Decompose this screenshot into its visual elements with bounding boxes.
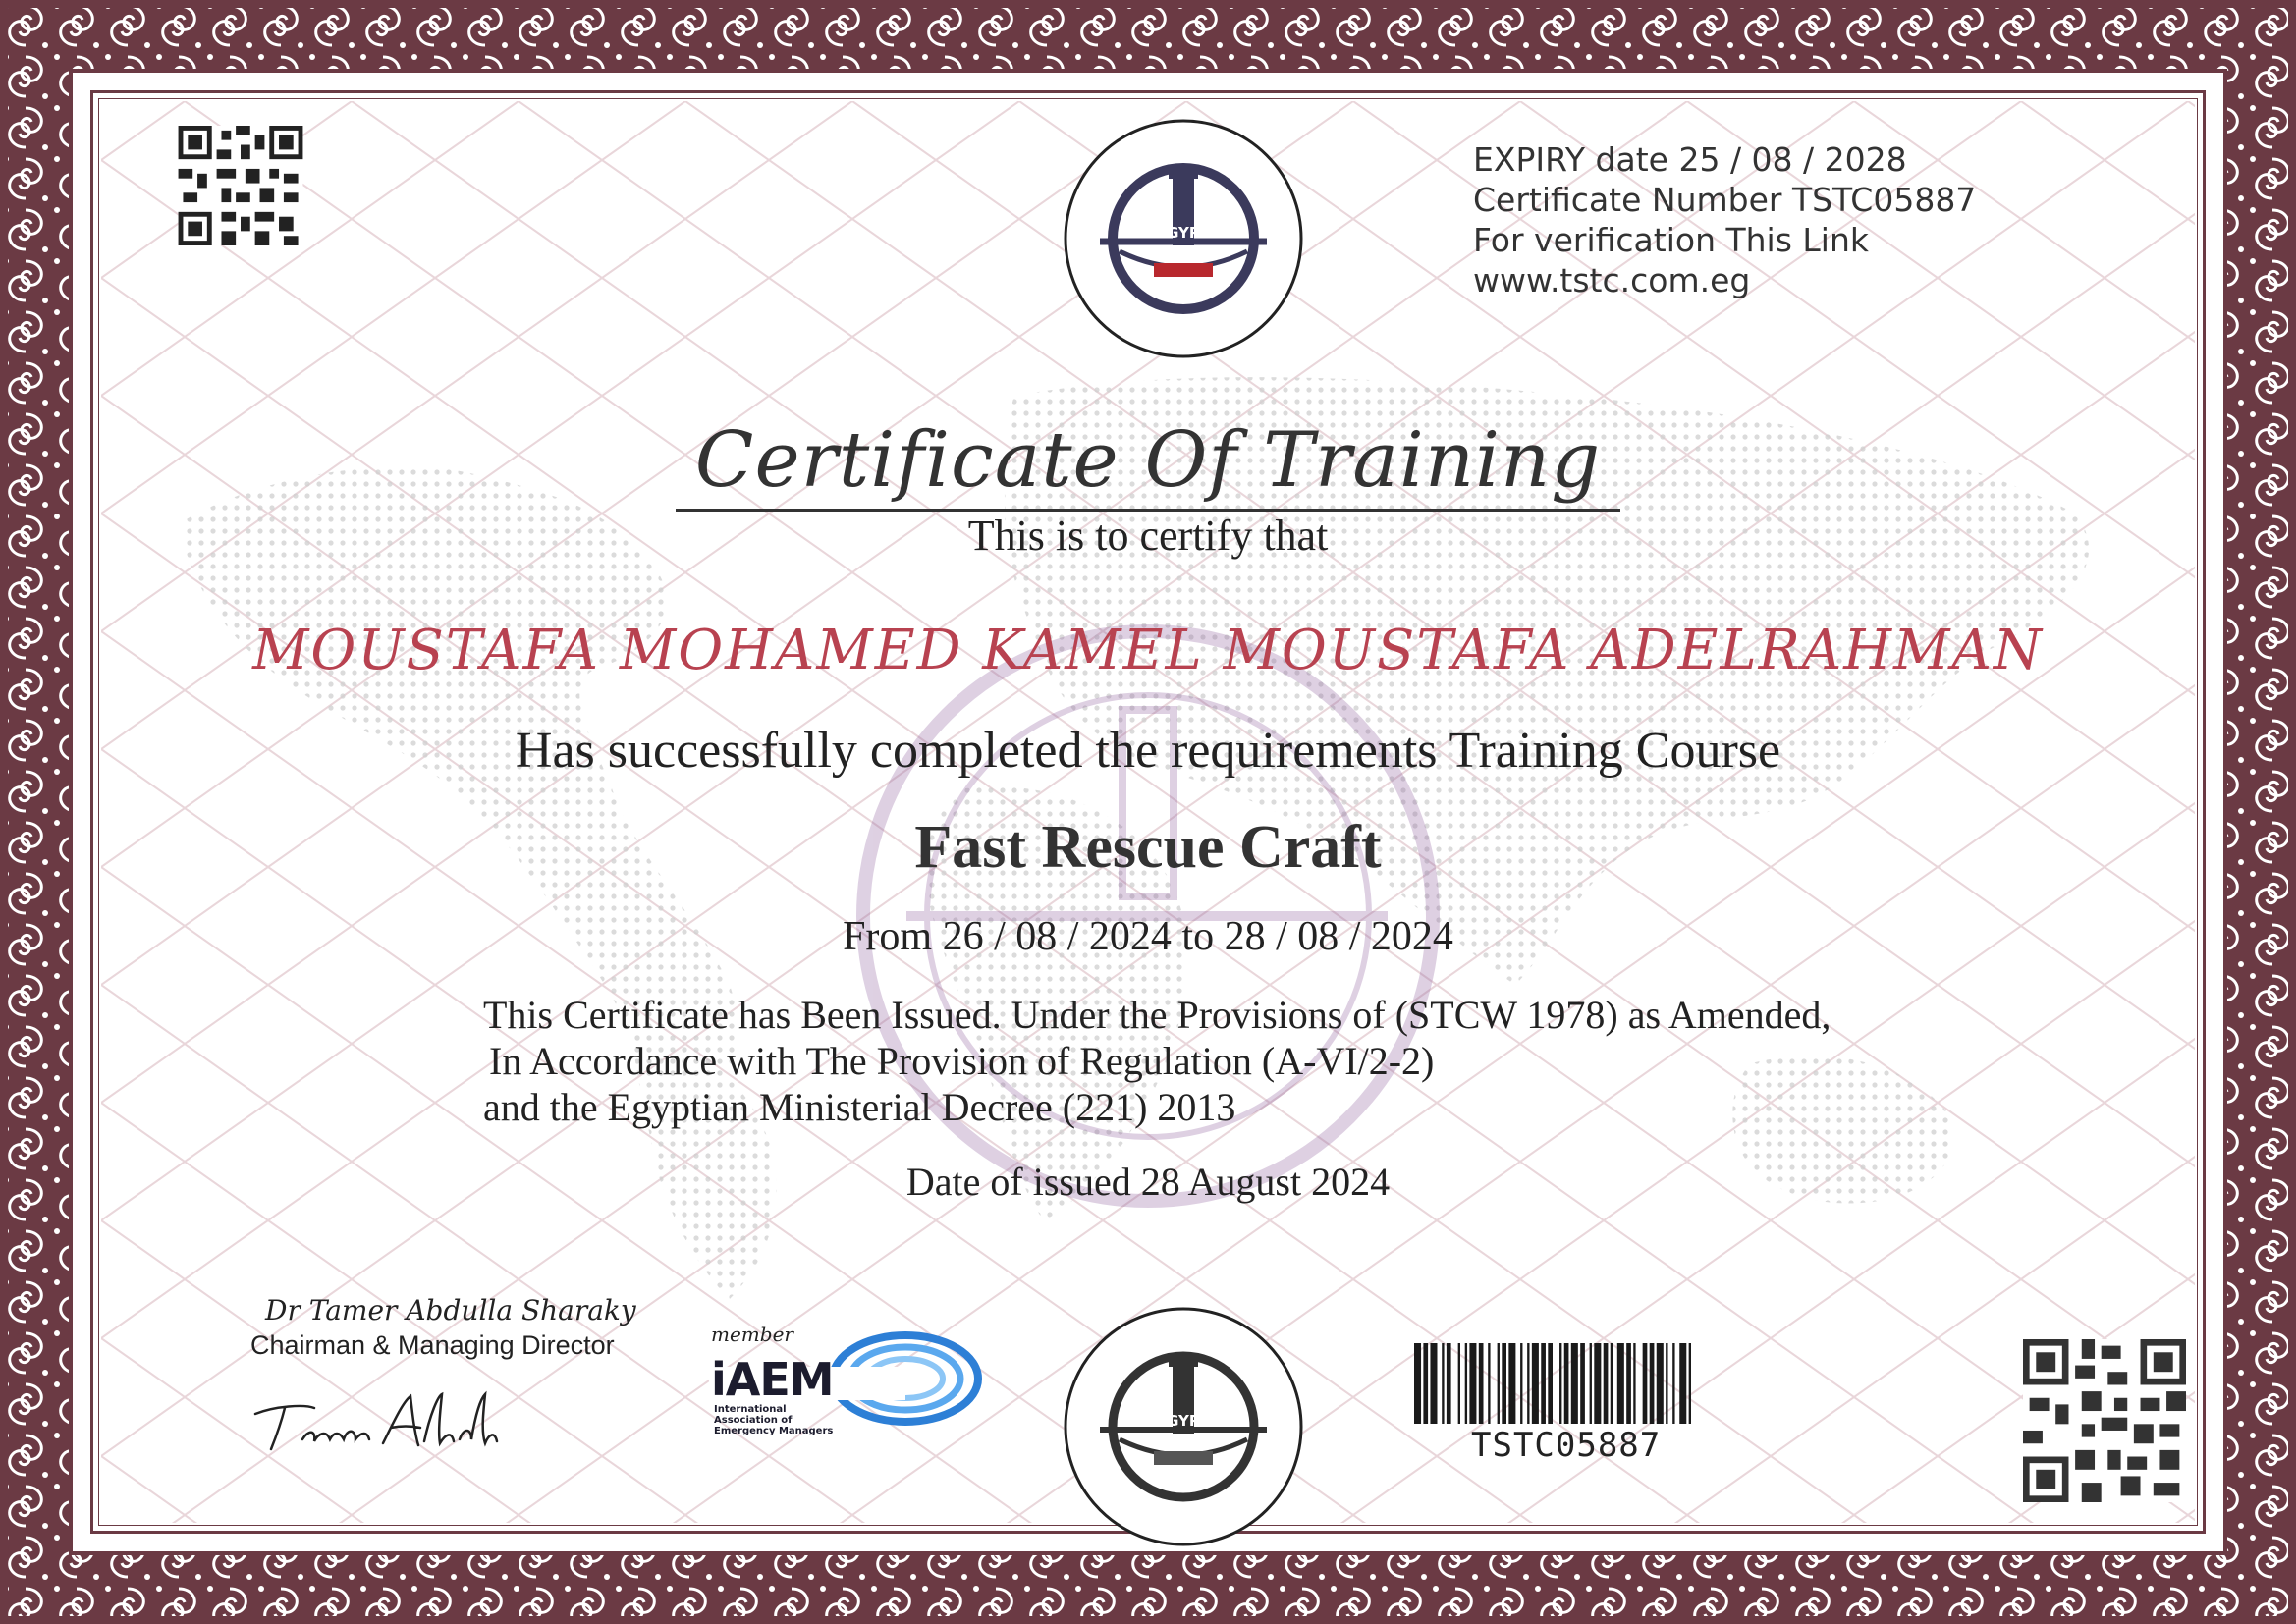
barcode-bar: [1430, 1343, 1437, 1424]
seal-abbr-label: TSTC: [1162, 277, 1205, 295]
certificate-number: Certificate Number TSTC05887: [1473, 181, 1977, 219]
seal-country-label-bottom: EGYPT: [1156, 1412, 1211, 1430]
certificate-title: Certificate Of Training: [676, 416, 1620, 512]
barcode-bar: [1442, 1343, 1444, 1424]
barcode-bar: [1498, 1343, 1500, 1424]
verification-link[interactable]: www.tstc.com.eg: [1473, 261, 1751, 299]
barcode-bar: [1626, 1343, 1631, 1424]
signatory-name: Dr Tamer Abdulla Sharaky: [265, 1294, 636, 1326]
completion-text: Has successfully completed the requirements Training Course: [515, 723, 1781, 779]
seal-country-label: EGYPT: [1156, 224, 1211, 242]
provision-line: and the Egyptian Ministerial Decree (221) 2013: [483, 1085, 1236, 1129]
verification-block: [1473, 139, 1976, 300]
barcode-bar: [1479, 1343, 1484, 1424]
provision-line: In Accordance with The Provision of Regulation (A-VI/2-2): [489, 1039, 1435, 1083]
barcode-bar: [1469, 1343, 1476, 1424]
barcode-bar: [1541, 1343, 1546, 1424]
barcode-bar: [1643, 1343, 1648, 1424]
provisions-paragraph: [483, 992, 1831, 1130]
barcode-bar: [1689, 1343, 1691, 1424]
barcode-bar: [1564, 1343, 1569, 1424]
barcode-bar: [1527, 1343, 1529, 1424]
barcode-bar: [1571, 1343, 1578, 1424]
date-issued: Date of issued 28 August 2024: [905, 1160, 1391, 1204]
barcode-bar: [1611, 1343, 1613, 1424]
course-period: From 26 / 08 / 2024 to 28 / 08 / 2024: [843, 914, 1453, 959]
member-label: member: [711, 1323, 793, 1346]
barcode: [1412, 1343, 1776, 1424]
barcode-bar: [1617, 1343, 1624, 1424]
course-name: Fast Rescue Craft: [914, 814, 1382, 881]
certify-text: This is to certify that: [967, 512, 1329, 560]
barcode-bar: [1465, 1343, 1467, 1424]
barcode-bar: [1414, 1343, 1421, 1424]
barcode-bar: [1508, 1343, 1515, 1424]
recipient-name: MOUSTAFA MOHAMED KAMEL MOUSTAFA ADELRAHMAN: [252, 619, 2044, 682]
barcode-bar: [1594, 1343, 1601, 1424]
barcode-bar: [1650, 1343, 1655, 1424]
barcode-bar: [1447, 1343, 1451, 1424]
barcode-bar: [1666, 1343, 1667, 1424]
barcode-bar: [1520, 1343, 1522, 1424]
barcode-bar: [1532, 1343, 1539, 1424]
barcode-bar: [1502, 1343, 1506, 1424]
barcode-bar: [1590, 1343, 1592, 1424]
barcode-bar: [1633, 1343, 1635, 1424]
barcode-bar: [1488, 1343, 1490, 1424]
expiry-date: EXPIRY date 25 / 08 / 2028: [1473, 140, 1907, 179]
barcode-bar: [1423, 1343, 1428, 1424]
barcode-bar: [1657, 1343, 1664, 1424]
barcode-bar: [1580, 1343, 1585, 1424]
barcode-text: TSTC05887: [1471, 1426, 1662, 1465]
iaem-abbr: iAEM: [711, 1353, 834, 1406]
title-wrapper: [0, 416, 2296, 512]
iaem-name: International Association of Emergency Managers: [714, 1404, 834, 1436]
barcode-bar: [1679, 1343, 1686, 1424]
barcode-bar: [1604, 1343, 1609, 1424]
verification-text: For verification This Link: [1473, 221, 1869, 259]
barcode-bar: [1559, 1343, 1561, 1424]
barcode-bar: [1458, 1343, 1460, 1424]
seal-abbr-label-bottom: TSTC: [1162, 1465, 1205, 1483]
signatory-role: Chairman & Managing Director: [250, 1330, 615, 1360]
qr-code-top: [177, 126, 304, 245]
barcode-bar: [1672, 1343, 1674, 1424]
barcode-bar: [1548, 1343, 1553, 1424]
signature: [246, 1384, 501, 1468]
provision-line: This Certificate has Been Issued. Under the Provisions of (STCW 1978) as Amended,: [483, 993, 1831, 1037]
qr-code-bottom: [2023, 1339, 2186, 1502]
